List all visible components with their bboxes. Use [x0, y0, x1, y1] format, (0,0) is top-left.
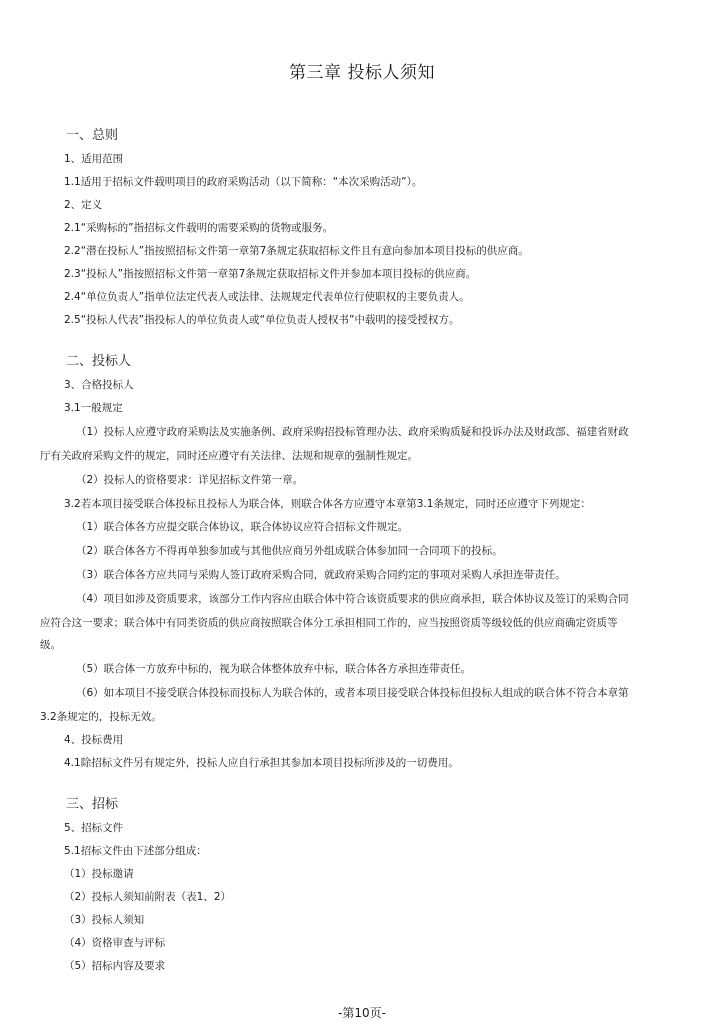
chapter-title: 第三章 投标人须知	[289, 63, 435, 83]
clause-text: （3）联合体各方应共同与采购人签订政府采购合同，就政府采购合同约定的事项对采购人承担连带责任。	[76, 569, 566, 581]
clause-text: 1.1适用于招标文件载明项目的政府采购活动（以下简称：“本次采购活动”）。	[64, 176, 423, 188]
list-item: （1）投标邀请	[64, 868, 134, 880]
clause-text: （1）投标人应遵守政府采购法及实施条例、政府采购招投标管理办法、政府采购质疑和投诉办法及财政部、福建省财政	[76, 426, 629, 438]
clause-heading: 1、适用范围	[64, 153, 124, 165]
clause-heading: 3.1一般规定	[64, 402, 123, 414]
clause-text: （5）联合体一方放弃中标的，视为联合体整体放弃中标，联合体各方承担连带责任。	[76, 663, 472, 675]
list-item: （5）招标内容及要求	[64, 960, 166, 972]
clause-text: （4）项目如涉及资质要求，该部分工作内容应由联合体中符合该资质要求的供应商承担，联合体协议及签订的采购合同	[76, 593, 629, 605]
list-item: （3）投标人须知	[64, 914, 145, 926]
clause-text-continued: 3.2条规定的，投标无效。	[40, 711, 162, 723]
list-item: （4）资格审查与评标	[64, 937, 166, 949]
section-heading-tender: 三、招标	[66, 797, 119, 812]
clause-text: 2.3“投标人”指按照招标文件第一章第7条规定获取招标文件并参加本项目投标的供应商。	[64, 268, 477, 280]
page-number: -第10页-	[338, 1006, 386, 1020]
clause-text: 4.1除招标文件另有规定外，投标人应自行承担其参加本项目投标所涉及的一切费用。	[64, 757, 459, 769]
clause-text: 2.2“潜在投标人”指按照招标文件第一章第7条规定获取招标文件且有意向参加本项目投标的供应商。	[64, 245, 529, 257]
clause-heading: 3、合格投标人	[64, 379, 134, 391]
clause-text: 2.5“投标人代表”指投标人的单位负责人或“单位负责人授权书”中载明的接受授权方。	[64, 314, 460, 326]
list-item: （2）投标人须知前附表（表1、2）	[64, 891, 232, 903]
clause-heading: 4、投标费用	[64, 734, 124, 746]
section-heading-general: 一、总则	[66, 128, 119, 143]
clause-text: （1）联合体各方应提交联合体协议，联合体协议应符合招标文件规定。	[76, 521, 409, 533]
clause-text-continued: 级。	[40, 639, 61, 651]
clause-text: 2.1“采购标的”指招标文件载明的需要采购的货物或服务。	[64, 222, 334, 234]
clause-heading: 2、定义	[64, 199, 103, 211]
clause-text: （2）投标人的资格要求：详见招标文件第一章。	[76, 474, 304, 486]
clause-text-continued: 厅有关政府采购文件的规定，同时还应遵守有关法律、法规和规章的强制性规定。	[40, 450, 418, 462]
clause-text: 5.1招标文件由下述部分组成：	[64, 845, 207, 857]
clause-heading: 5、招标文件	[64, 822, 124, 834]
clause-text: 3.2若本项目接受联合体投标且投标人为联合体，则联合体各方应遵守本章第3.1条规定，同时还应遵守下列规定：	[64, 498, 591, 510]
clause-text: （6）如本项目不接受联合体投标而投标人为联合体的，或者本项目接受联合体投标但投标人组成的联合体不符合本章第	[76, 687, 629, 699]
clause-text: （2）联合体各方不得再单独参加或与其他供应商另外组成联合体参加同一合同项下的投标。	[76, 545, 503, 557]
clause-text: 2.4“单位负责人”指单位法定代表人或法律、法规规定代表单位行使职权的主要负责人。	[64, 291, 470, 303]
section-heading-bidder: 二、投标人	[66, 354, 132, 369]
clause-text-continued: 应符合这一要求；联合体中有同类资质的供应商按照联合体分工承担相同工作的，应当按照资质等级较低的供应商确定资质等	[40, 617, 618, 629]
